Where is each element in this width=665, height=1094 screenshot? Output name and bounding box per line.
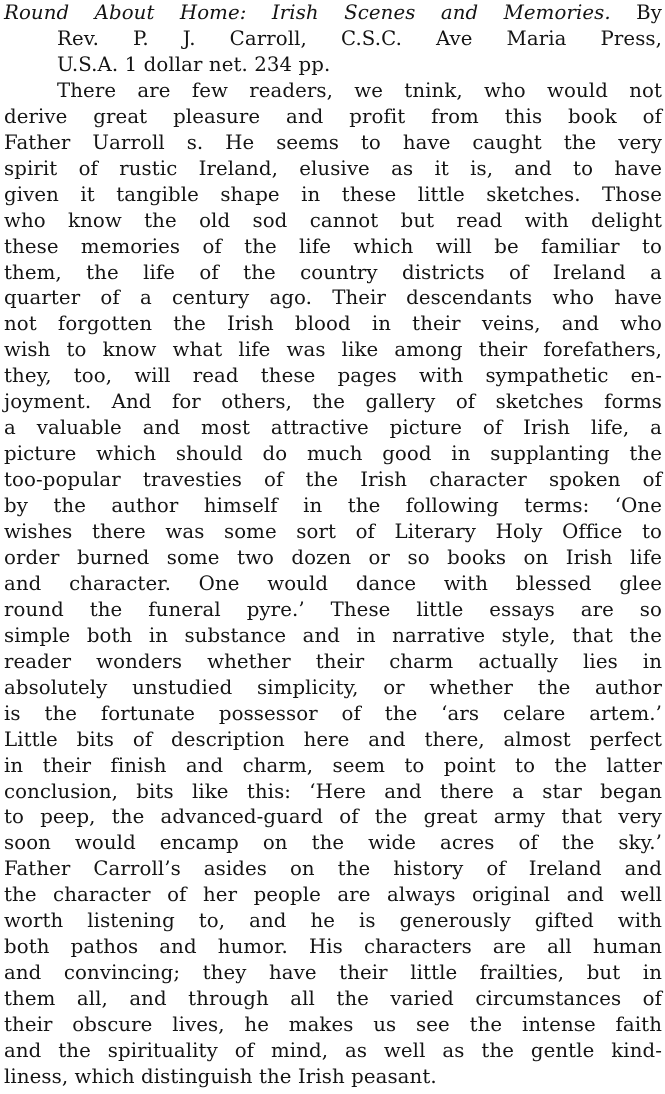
review-text-line: is the fortunate possessor of the ‘ars celare artem.’ (4, 701, 662, 725)
review-text-line: Father Uarroll s. He seems to have caught the very (4, 130, 662, 154)
review-text-line: spirit of rustic Ireland, elusive as it is, and to have (4, 156, 662, 180)
review-text-line: conclusion, bits like this: ‘Here and there a star began (4, 779, 662, 803)
review-text-line: and convincing; they have their little frailties, but in (4, 961, 662, 985)
review-text-line: them all, and through all the varied circumstances of (4, 987, 662, 1011)
review-text-line: they, too, will read these pages with sympathetic en- (4, 364, 662, 388)
review-text-line: the character of her people are always original and well (4, 883, 662, 907)
review-text-line: worth listening to, and he is generously gifted with (4, 909, 662, 933)
review-text-line: too-popular travesties of the Irish character spoken of (4, 468, 662, 492)
review-text-line: There are few readers, we tnink, who would not (57, 78, 662, 102)
review-text-line: Father Carroll’s asides on the history of Ireland and (4, 857, 662, 881)
review-text-line: order burned some two dozen or so books on Irish life (4, 545, 662, 569)
author-publisher-line: Rev. P. J. Carroll, C.S.C. Ave Maria Press, (57, 26, 662, 50)
review-text-line: reader wonders whether their charm actually lies in (4, 649, 662, 673)
review-text-line: joyment. And for others, the gallery of sketches forms (4, 390, 662, 414)
review-text-line: soon would encamp on the wide acres of the sky.’ (4, 831, 662, 855)
review-text-line: by the author himself in the following terms: ‘One (4, 494, 662, 518)
review-text-line: these memories of the life which will be familiar to (4, 234, 662, 258)
review-text-line: and character. One would dance with blessed glee (4, 571, 662, 595)
review-text-line: given it tangible shape in these little sketches. Those (4, 182, 662, 206)
review-text-line: a valuable and most attractive picture of Irish life, a (4, 416, 662, 440)
review-text-line: their obscure lives, he makes us see the intense faith (4, 1013, 662, 1037)
review-text-line: wishes there was some sort of Literary Holy Office to (4, 520, 662, 543)
review-text-line: derive great pleasure and profit from this book of (4, 104, 662, 128)
review-text-line: absolutely unstudied simplicity, or whether the author (4, 675, 662, 699)
review-title-line (4, 0, 662, 26)
review-text-line: round the funeral pyre.’ These little essays are so (4, 597, 662, 621)
review-text-line: liness, which distinguish the Irish peasant. (4, 1064, 437, 1088)
review-text-line: quarter of a century ago. Their descendants who have (4, 286, 662, 310)
price-pages-line: U.S.A. 1 dollar net. 234 pp. (57, 52, 331, 76)
review-text-line: who know the old sod cannot but read with delight (4, 208, 662, 232)
review-text-line: both pathos and humor. His characters are all human (4, 935, 662, 959)
review-text-line: Little bits of description here and there, almost perfect (4, 727, 662, 751)
by-label: By (636, 1, 662, 24)
review-text-line: not forgotten the Irish blood in their veins, and who (4, 312, 662, 336)
review-text-line: to peep, the advanced-guard of the great army that very (4, 805, 662, 829)
review-text-line: in their finish and charm, seem to point to the latter (4, 753, 662, 777)
review-text-line: and the spirituality of mind, as well as the gentle kind- (4, 1039, 662, 1062)
review-text-line: picture which should do much good in supplanting the (4, 442, 662, 466)
book-title: Round About Home: Irish Scenes and Memories. (4, 1, 611, 24)
review-text-line: simple both in substance and in narrative style, that the (4, 623, 662, 647)
review-text-line: wish to know what life was like among their forefathers, (4, 338, 662, 362)
review-text-line: them, the life of the country districts of Ireland a (4, 260, 662, 284)
